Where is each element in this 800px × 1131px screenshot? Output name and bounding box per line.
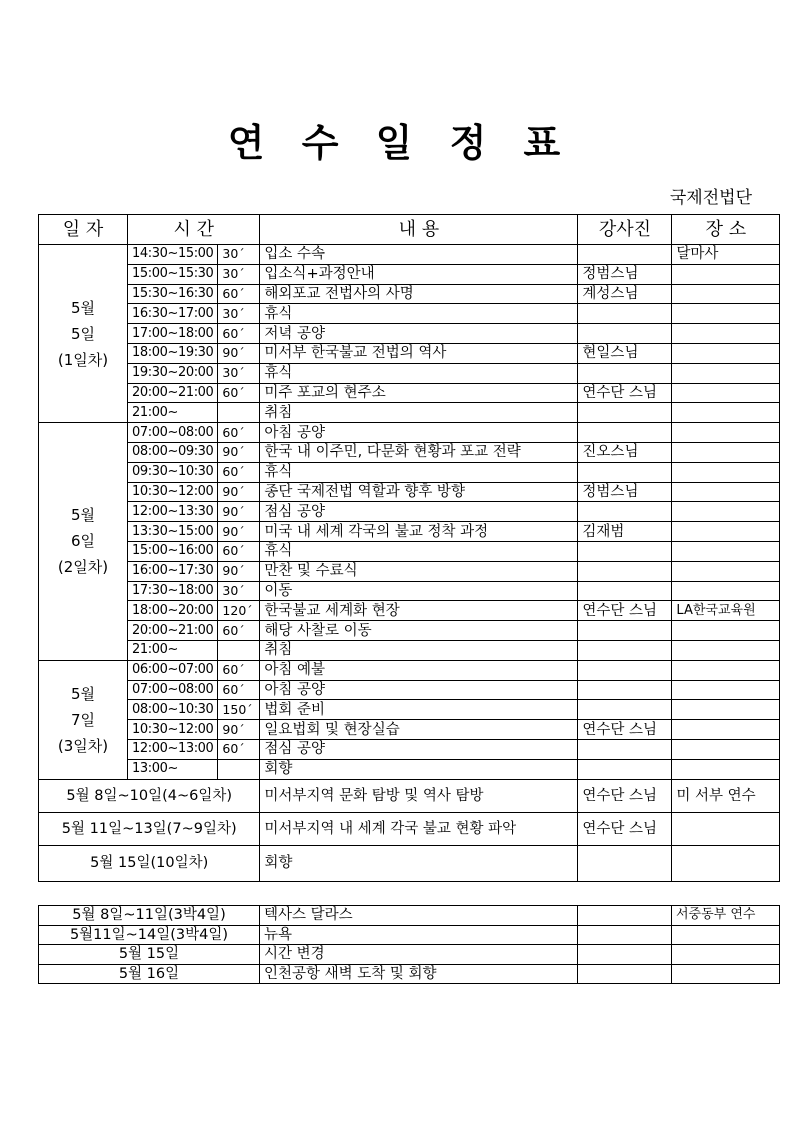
location-cell [672,343,780,363]
location-cell: LA한국교육원 [672,601,780,621]
location-cell [672,680,780,700]
time-cell: 16:00~17:30 [128,561,218,581]
instructor-cell: 연수단 스님 [578,720,672,740]
duration-cell: 30´ [218,264,260,284]
time-cell: 12:00~13:30 [128,502,218,522]
location-cell [672,522,780,542]
instructor-cell: 계성스님 [578,284,672,304]
schedule-row [39,442,780,462]
location-cell [672,621,780,641]
content-cell: 한국불교 세계화 현장 [260,601,578,621]
schedule-row [39,660,780,680]
day-label [39,660,128,779]
content-cell: 해외포교 전법사의 사명 [260,284,578,304]
instructor-cell [578,680,672,700]
day-label-line: 5일 [70,324,96,343]
instructor-cell [578,964,672,984]
day-label-line: 5월 [70,506,96,525]
instructor-cell [578,621,672,641]
content-cell: 입소 수속 [260,245,578,265]
schedule-row [39,700,780,720]
instructor-cell: 연수단 스님 [578,779,672,812]
time-cell: 17:00~18:00 [128,324,218,344]
location-cell [672,945,780,965]
schedule-row [39,739,780,759]
duration-cell: 90´ [218,502,260,522]
page-title: 연 수 일 정 표 [227,121,573,165]
content-cell: 만찬 및 수료식 [260,561,578,581]
schedule-row [39,245,780,265]
instructor-cell: 정범스님 [578,482,672,502]
location-cell [672,264,780,284]
content-cell: 점심 공양 [260,739,578,759]
time-cell: 07:00~08:00 [128,423,218,443]
schedule-body [39,245,780,882]
header-content: 내 용 [260,215,578,245]
instructor-cell [578,324,672,344]
time-cell: 20:00~21:00 [128,621,218,641]
content-cell: 시간 변경 [260,945,578,965]
schedule-row [39,423,780,443]
time-cell: 15:30~16:30 [128,284,218,304]
location-cell [672,442,780,462]
schedule-row [39,640,780,660]
content-cell: 뉴욕 [260,925,578,945]
day-label-line: 6일 [70,532,96,551]
schedule-row [39,324,780,344]
duration-cell: 60´ [218,541,260,561]
location-cell [672,759,780,779]
schedule-row [39,522,780,542]
content-cell: 텍사스 달라스 [260,906,578,926]
content-cell: 취침 [260,403,578,423]
duration-cell: 150´ [218,700,260,720]
content-cell: 저녁 공양 [260,324,578,344]
extra-row [39,964,780,984]
content-cell: 회향 [260,845,578,881]
instructor-cell [578,581,672,601]
day-label [39,423,128,661]
range-cell: 5월 8일~10일(4~6일차) [39,779,260,812]
location-cell [672,739,780,759]
content-cell: 한국 내 이주민, 다문화 현황과 포교 전략 [260,442,578,462]
schedule-row [39,403,780,423]
content-cell: 아침 공양 [260,423,578,443]
content-cell: 일요법회 및 현장실습 [260,720,578,740]
time-cell: 21:00~ [128,640,218,660]
duration-cell: 30´ [218,363,260,383]
instructor-cell [578,502,672,522]
time-cell: 14:30~15:00 [128,245,218,265]
duration-cell: 30´ [218,245,260,265]
schedule-row [39,482,780,502]
schedule-row [39,720,780,740]
day-label-line: 7일 [70,710,96,729]
range-cell: 5월 15일 [39,945,260,965]
time-cell: 06:00~07:00 [128,660,218,680]
location-cell [672,700,780,720]
instructor-cell [578,700,672,720]
content-cell: 휴식 [260,541,578,561]
location-cell: 미 서부 연수 [672,779,780,812]
schedule-row [39,343,780,363]
duration-cell: 60´ [218,284,260,304]
day-label-line: 5월 [70,684,96,703]
extra-row [39,945,780,965]
schedule-table [38,214,780,882]
duration-cell: 60´ [218,680,260,700]
schedule-row [39,601,780,621]
duration-cell: 30´ [218,581,260,601]
time-cell: 09:30~10:30 [128,462,218,482]
location-cell [672,845,780,881]
duration-cell [218,640,260,660]
schedule-row [39,759,780,779]
location-cell [672,502,780,522]
duration-cell: 60´ [218,739,260,759]
duration-cell: 120´ [218,601,260,621]
extra-schedule-body [39,906,780,984]
content-cell: 점심 공양 [260,502,578,522]
day-label-line: (2일차) [57,558,109,577]
content-cell: 종단 국제전법 역할과 향후 방향 [260,482,578,502]
instructor-cell: 연수단 스님 [578,812,672,845]
instructor-cell [578,906,672,926]
time-cell: 10:30~12:00 [128,720,218,740]
content-cell: 법회 준비 [260,700,578,720]
range-cell: 5월 16일 [39,964,260,984]
schedule-row [39,304,780,324]
location-cell [672,284,780,304]
time-cell: 13:30~15:00 [128,522,218,542]
content-cell: 이동 [260,581,578,601]
location-cell [672,482,780,502]
range-cell: 5월 8일~11일(3박4일) [39,906,260,926]
day-label-line: (1일차) [57,350,109,369]
location-cell [672,423,780,443]
location-cell: 서중동부 연수 [672,906,780,926]
schedule-row [39,363,780,383]
duration-cell: 30´ [218,304,260,324]
location-cell [672,812,780,845]
organization-name: 국제전법단 [669,188,752,208]
location-cell [672,581,780,601]
location-cell [672,561,780,581]
duration-cell: 60´ [218,383,260,403]
time-cell: 12:00~13:00 [128,739,218,759]
content-cell: 휴식 [260,462,578,482]
range-cell: 5월11일~14일(3박4일) [39,925,260,945]
location-cell [672,925,780,945]
location-cell [672,383,780,403]
time-cell: 18:00~20:00 [128,601,218,621]
schedule-row [39,541,780,561]
duration-cell: 60´ [218,621,260,641]
schedule-row [39,462,780,482]
time-cell: 15:00~15:30 [128,264,218,284]
duration-cell: 90´ [218,442,260,462]
instructor-cell: 김재범 [578,522,672,542]
instructor-cell: 현일스님 [578,343,672,363]
content-cell: 휴식 [260,363,578,383]
schedule-row [39,284,780,304]
content-cell: 휴식 [260,304,578,324]
location-cell [672,462,780,482]
duration-cell: 60´ [218,660,260,680]
instructor-cell: 정범스님 [578,264,672,284]
duration-cell: 90´ [218,482,260,502]
instructor-cell [578,423,672,443]
time-cell: 19:30~20:00 [128,363,218,383]
instructor-cell: 진오스님 [578,442,672,462]
instructor-cell [578,640,672,660]
extra-schedule-table [38,905,780,984]
header-location: 장 소 [672,215,780,245]
instructor-cell: 연수단 스님 [578,383,672,403]
header-date: 일 자 [39,215,128,245]
time-cell: 07:00~08:00 [128,680,218,700]
instructor-cell [578,759,672,779]
duration-cell: 60´ [218,324,260,344]
instructor-cell [578,462,672,482]
time-cell: 16:30~17:00 [128,304,218,324]
time-cell: 08:00~10:30 [128,700,218,720]
location-cell [672,363,780,383]
instructor-cell [578,660,672,680]
duration-cell: 90´ [218,720,260,740]
time-cell: 10:30~12:00 [128,482,218,502]
content-cell: 회향 [260,759,578,779]
location-cell: 달마사 [672,245,780,265]
content-cell: 인천공항 새벽 도착 및 회향 [260,964,578,984]
location-cell [672,720,780,740]
location-cell [672,640,780,660]
time-cell: 18:00~19:30 [128,343,218,363]
location-cell [672,541,780,561]
time-cell: 13:00~ [128,759,218,779]
content-cell: 미서부지역 문화 탐방 및 역사 탐방 [260,779,578,812]
extra-row [39,925,780,945]
schedule-row [39,383,780,403]
content-cell: 입소식+과정안내 [260,264,578,284]
time-cell: 21:00~ [128,403,218,423]
range-cell: 5월 15일(10일차) [39,845,260,881]
range-row [39,779,780,812]
content-cell: 미주 포교의 현주소 [260,383,578,403]
instructor-cell [578,845,672,881]
extra-row [39,906,780,926]
instructor-cell [578,541,672,561]
instructor-cell [578,245,672,265]
content-cell: 미서부지역 내 세계 각국 불교 현황 파악 [260,812,578,845]
range-row [39,845,780,881]
schedule-row [39,264,780,284]
instructor-cell [578,739,672,759]
instructor-cell [578,304,672,324]
day-label-line: 5월 [70,298,96,317]
content-cell: 아침 예불 [260,660,578,680]
duration-cell: 60´ [218,462,260,482]
instructor-cell [578,945,672,965]
time-cell: 17:30~18:00 [128,581,218,601]
content-cell: 미서부 한국불교 전법의 역사 [260,343,578,363]
content-cell: 해당 사찰로 이동 [260,621,578,641]
header-row [39,215,780,245]
instructor-cell [578,363,672,383]
instructor-cell [578,925,672,945]
range-row [39,812,780,845]
range-cell: 5월 11일~13일(7~9일차) [39,812,260,845]
location-cell [672,324,780,344]
schedule-row [39,621,780,641]
schedule-row [39,581,780,601]
location-cell [672,304,780,324]
time-cell: 15:00~16:00 [128,541,218,561]
content-cell: 아침 공양 [260,680,578,700]
duration-cell: 90´ [218,561,260,581]
content-cell: 취침 [260,640,578,660]
content-cell: 미국 내 세계 각국의 불교 정착 과정 [260,522,578,542]
time-cell: 08:00~09:30 [128,442,218,462]
duration-cell: 90´ [218,522,260,542]
duration-cell [218,759,260,779]
header-time: 시 간 [128,215,260,245]
duration-cell: 90´ [218,343,260,363]
instructor-cell [578,403,672,423]
location-cell [672,964,780,984]
schedule-row [39,561,780,581]
schedule-row [39,502,780,522]
duration-cell: 60´ [218,423,260,443]
schedule-row [39,680,780,700]
instructor-cell [578,561,672,581]
duration-cell [218,403,260,423]
time-cell: 20:00~21:00 [128,383,218,403]
instructor-cell: 연수단 스님 [578,601,672,621]
day-label-line: (3일차) [57,736,109,755]
header-instructor: 강사진 [578,215,672,245]
day-label [39,245,128,423]
location-cell [672,660,780,680]
location-cell [672,403,780,423]
